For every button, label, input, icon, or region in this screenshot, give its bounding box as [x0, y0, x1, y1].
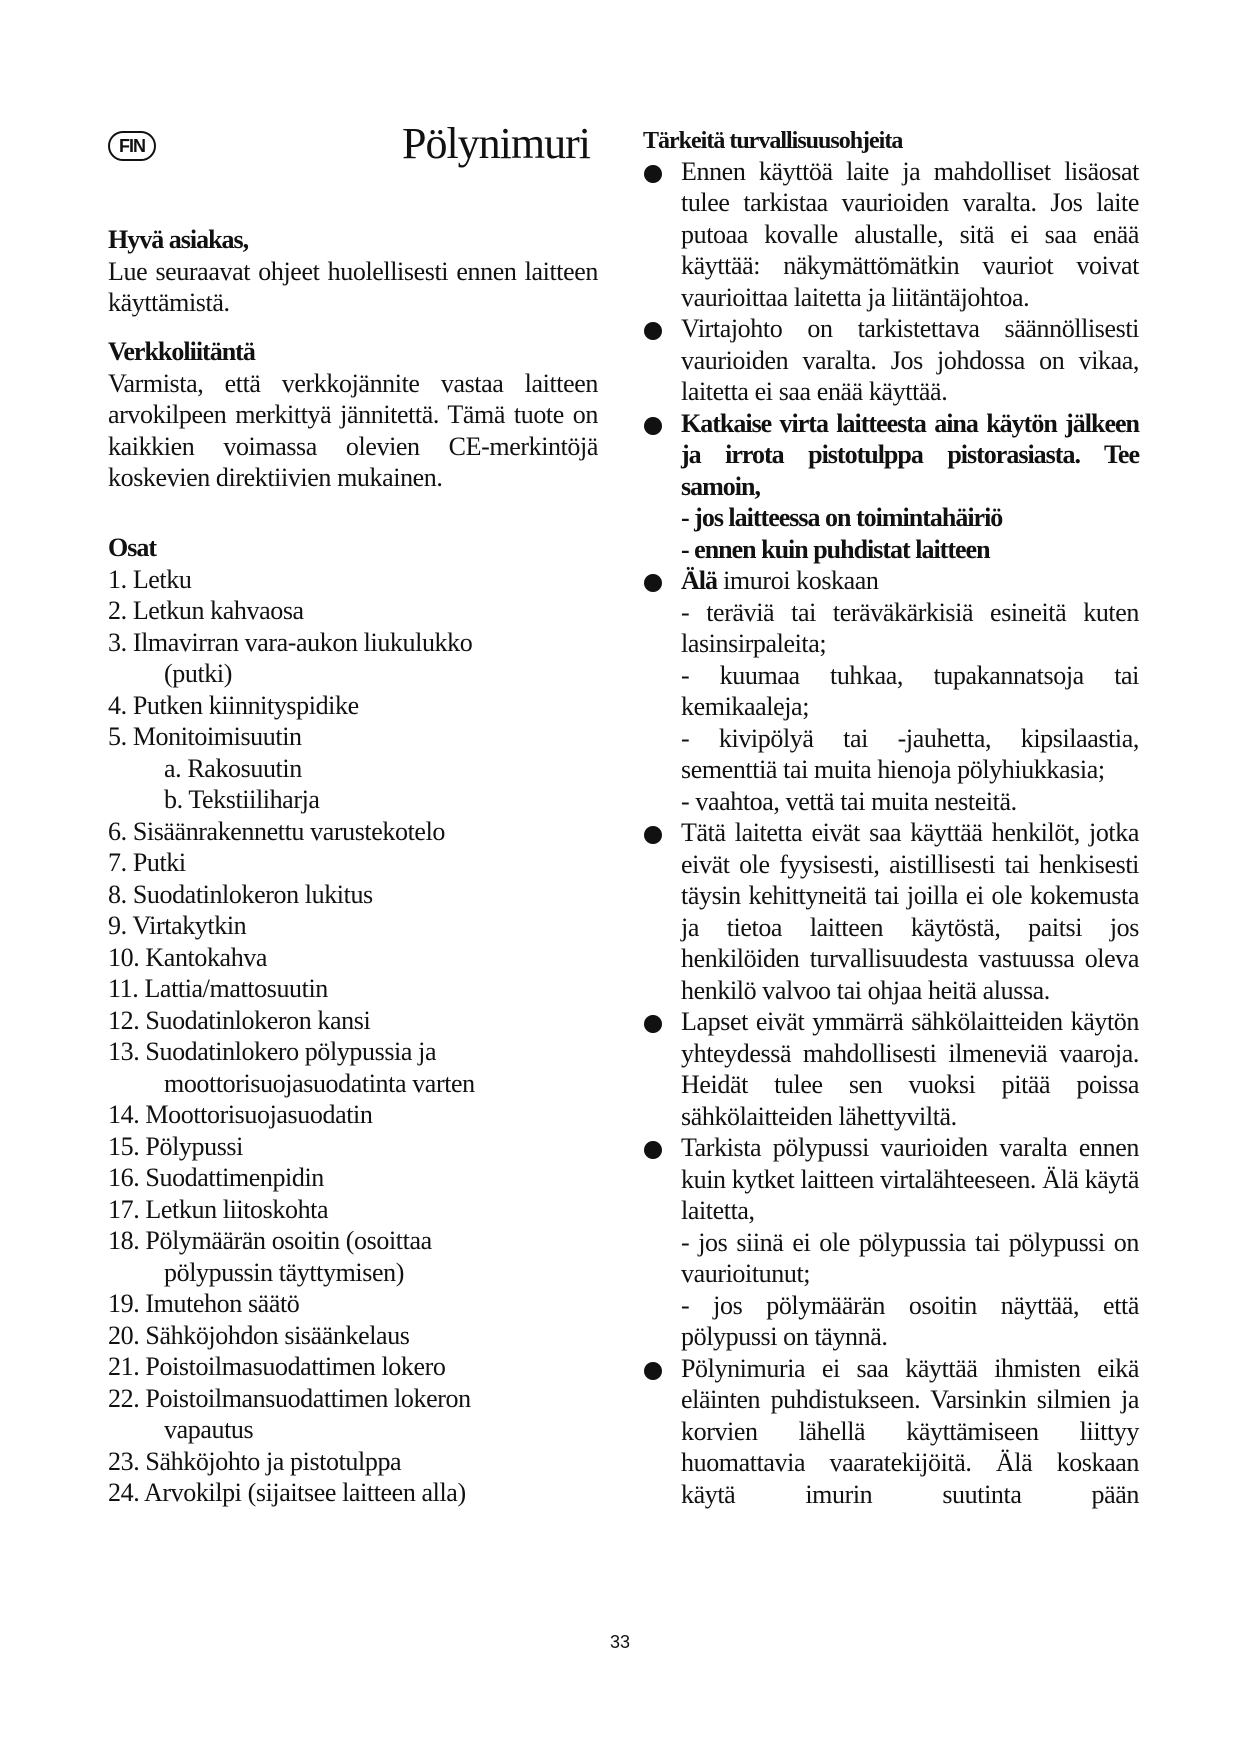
- parts-heading: Osat: [108, 533, 156, 562]
- safety-bullet: [643, 817, 1139, 1006]
- part-number: 18.: [108, 1226, 140, 1255]
- part-number: 9.: [108, 911, 127, 940]
- parts-list-item: [108, 1099, 598, 1131]
- parts-list-item: [108, 973, 598, 1005]
- part-label: Virtakytkin: [132, 911, 247, 940]
- parts-list-item: [108, 564, 598, 596]
- part-number: 7.: [108, 848, 127, 877]
- safety-bullet: [643, 565, 1139, 817]
- bullet-icon: [644, 826, 662, 844]
- parts-list-item: [108, 1131, 598, 1163]
- part-label: Pölypussi: [145, 1131, 243, 1161]
- part-number: b.: [164, 785, 183, 814]
- part-number: 11.: [108, 974, 139, 1003]
- part-label: Poistoilmansuodattimen lokeron: [145, 1383, 471, 1413]
- part-label: Arvokilpi (sijaitsee laitteen alla): [143, 1478, 466, 1507]
- safety-bullet-text: Virtajohto on tarkistettava säännöllisesti vaurioiden varalta. Jos johdossa on vikaa, laitetta ei saa enää käyttää.: [681, 314, 1139, 406]
- safety-bullet-text: Tätä laitetta eivät saa käyttää henkilöt, jotka eivät ole fyysisesti, aistillisesti tai henkisesti täysin kehittyneitä tai joilla ei ole kokemusta ja tietoa laitteen käytöstä, paitsi jos henkilöiden turvallisuudesta vastuussa oleva henkilö valvoo tai ohjaa heitä alussa.: [681, 818, 1139, 1005]
- part-label: Sisäänrakennettu varustekotelo: [132, 816, 445, 846]
- bullet-icon: [644, 574, 662, 592]
- parts-list-item: [108, 1320, 598, 1352]
- parts-list-item: [108, 595, 598, 627]
- safety-bullet-bold: Älä: [681, 566, 717, 595]
- parts-list-item: [108, 784, 598, 816]
- bullet-icon: [644, 165, 662, 183]
- safety-dash-item: - jos pölymäärän osoitin näyttää, että pölypussi on täynnä.: [681, 1290, 1139, 1351]
- part-label: Moottorisuojasuodatin: [145, 1100, 373, 1129]
- parts-list: [108, 564, 598, 1509]
- part-label: Putken kiinnityspidike: [132, 690, 359, 720]
- part-label: Letkun liitoskohta: [145, 1194, 329, 1224]
- parts-list-item: [108, 1005, 598, 1037]
- safety-bullet-text: Tarkista pölypussi vaurioiden varalta ennen kuin kytket laitteen virtalähteeseen. Älä käytä laitetta,: [681, 1133, 1139, 1225]
- mains-text: Varmista, että verkkojännite vastaa laitteen arvokilpeen merkittyä jännitettä. Tämä tuote on kaikkien voimassa olevien CE-merkintöjä koskevien direktiivien mukainen.: [108, 368, 598, 492]
- safety-bullet-text: Lapset eivät ymmärrä sähkölaitteiden käytön yhteydessä mahdollisesti ilmeneviä vaaroja. Heidät tulee sen vuoksi pitää poissa sähkölaitteiden lähettyviltä.: [681, 1007, 1139, 1131]
- part-label: Suodatinlokero pölypussia ja: [145, 1037, 437, 1066]
- part-label: Kantokahva: [145, 942, 268, 972]
- safety-section: [643, 126, 1139, 1510]
- parts-list-item: [108, 690, 598, 722]
- part-number: a.: [164, 753, 182, 783]
- part-number: 23.: [108, 1446, 140, 1476]
- part-number: 8.: [108, 879, 127, 909]
- part-label: Poistoilmasuodattimen lokero: [145, 1352, 446, 1381]
- safety-bullet-text: imuroi koskaan: [717, 566, 879, 595]
- part-label: Rakosuutin: [187, 753, 302, 783]
- safety-bullet: [643, 156, 1139, 314]
- parts-list-item: [108, 816, 598, 848]
- parts-list-item: [108, 1446, 598, 1478]
- safety-dash-item: - vaahtoa, vettä tai muita nesteitä.: [681, 786, 1017, 816]
- part-number: 24.: [108, 1478, 140, 1507]
- part-number: 5.: [108, 722, 127, 751]
- safety-bullet: [643, 1132, 1139, 1353]
- parts-list-item: [108, 721, 598, 753]
- part-label: Pölymäärän osoitin (osoittaa: [145, 1226, 432, 1255]
- greeting-heading: Hyvä asiakas,: [108, 225, 249, 254]
- greeting-section: [108, 224, 598, 319]
- parts-list-item: [108, 1162, 598, 1194]
- bullet-icon: [644, 322, 662, 340]
- safety-dash-item: - jos laitteessa on toimintahäiriö: [681, 503, 1003, 532]
- parts-list-item: [108, 1288, 598, 1320]
- part-label: Suodatinlokeron lukitus: [132, 879, 373, 909]
- parts-list-item: [108, 910, 598, 942]
- parts-list-item: [108, 753, 598, 785]
- part-number: 3.: [108, 627, 127, 657]
- part-number: 2.: [108, 596, 127, 625]
- part-number: 13.: [108, 1037, 140, 1066]
- parts-list-item: [108, 1351, 598, 1383]
- part-label: Letku: [132, 564, 192, 594]
- bullet-icon: [644, 1141, 662, 1159]
- parts-list-item: [108, 1225, 598, 1288]
- part-label: Suodatinlokeron kansi: [145, 1005, 371, 1035]
- part-number: 10.: [108, 942, 140, 972]
- part-label-continued: (putki): [164, 659, 232, 688]
- safety-bullet: [643, 1006, 1139, 1132]
- parts-section: [108, 532, 598, 1509]
- page-number: 33: [609, 1632, 631, 1652]
- part-number: 15.: [108, 1131, 140, 1161]
- part-label: Ilmavirran vara-aukon liukulukko: [132, 627, 473, 657]
- safety-dash-item: - teräviä tai teräväkärkisiä esineitä kuten lasinsirpaleita;: [681, 597, 1139, 658]
- parts-list-item: [108, 1194, 598, 1226]
- bullet-icon: [644, 417, 662, 435]
- safety-bullet: [643, 1353, 1139, 1511]
- part-number: 12.: [108, 1005, 140, 1035]
- part-label: Suodattimenpidin: [145, 1163, 324, 1192]
- safety-bullet-text: Ennen käyttöä laite ja mahdolliset lisäosat tulee tarkistaa vaurioiden varalta. Jos laite putoaa kovalle alustalle, sitä ei saa enää käyttää: näkymättömätkin vauriot voivat vaurioittaa laitetta ja liitäntäjohtoa.: [681, 156, 1139, 312]
- safety-bullet: [643, 313, 1139, 408]
- part-number: 17.: [108, 1194, 140, 1224]
- mains-heading: Verkkoliitäntä: [108, 337, 255, 366]
- page-title: Pölynimuri: [401, 119, 590, 168]
- part-label: Sähköjohdon sisäänkelaus: [145, 1320, 410, 1350]
- part-label: Lattia/mattosuutin: [144, 974, 328, 1003]
- bullet-icon: [644, 1015, 662, 1033]
- bullet-icon: [644, 1362, 662, 1380]
- part-label: Tekstiiliharja: [188, 785, 320, 814]
- part-number: 14.: [108, 1100, 140, 1129]
- safety-bullet: [643, 408, 1139, 566]
- safety-bullet-text: Pölynimuria ei saa käyttää ihmisten eikä eläinten puhdistukseen. Varsinkin silmien ja korvien lähellä käyttämiseen liittyy huomattavia vaaratekijöitä. Älä koskaan käytä imurin suutinta pään: [681, 1353, 1139, 1509]
- safety-heading: Tärkeitä turvallisuusohjeita: [643, 128, 903, 154]
- part-label: Sähköjohto ja pistotulppa: [145, 1446, 402, 1476]
- safety-dash-item: - kivipölyä tai -jauhetta, kipsilaastia, sementtiä tai muita hienoja pölyhiukkasia;: [681, 723, 1139, 784]
- part-number: 22.: [108, 1383, 140, 1413]
- part-label-continued: pölypussin täyttymisen): [164, 1257, 404, 1287]
- safety-dash-item: - ennen kuin puhdistat laitteen: [681, 534, 990, 564]
- part-label-continued: vapautus: [164, 1415, 254, 1444]
- parts-list-item: [108, 942, 598, 974]
- part-number: 4.: [108, 690, 127, 720]
- greeting-text: Lue seuraavat ohjeet huolellisesti ennen laitteen käyttämistä.: [108, 256, 598, 317]
- part-label: Letkun kahvaosa: [132, 596, 304, 625]
- safety-dash-item: - kuumaa tuhkaa, tupakannatsoja tai kemikaaleja;: [681, 660, 1139, 721]
- part-number: 1.: [108, 564, 127, 594]
- part-label: Monitoimisuutin: [132, 722, 302, 751]
- language-badge: FIN: [108, 131, 156, 161]
- part-number: 20.: [108, 1320, 140, 1350]
- parts-list-item: [108, 1477, 598, 1509]
- parts-list-item: [108, 847, 598, 879]
- part-label: Imutehon säätö: [145, 1289, 300, 1318]
- safety-dash-item: - jos siinä ei ole pölypussia tai pölypussi on vaurioitunut;: [681, 1227, 1139, 1288]
- part-number: 6.: [108, 816, 127, 846]
- safety-bullet-text: Katkaise virta laitteesta aina käytön jälkeen ja irrota pistotulppa pistorasiasta. Tee samoin,: [681, 408, 1139, 501]
- parts-list-item: [108, 1383, 598, 1446]
- mains-connection-section: [108, 336, 598, 494]
- part-number: 16.: [108, 1163, 140, 1192]
- part-number: 19.: [108, 1289, 140, 1318]
- part-label-continued: moottorisuojasuodatinta varten: [164, 1068, 475, 1098]
- part-number: 21.: [108, 1352, 140, 1381]
- parts-list-item: [108, 879, 598, 911]
- part-label: Putki: [132, 848, 186, 877]
- parts-list-item: [108, 627, 598, 690]
- parts-list-item: [108, 1036, 598, 1099]
